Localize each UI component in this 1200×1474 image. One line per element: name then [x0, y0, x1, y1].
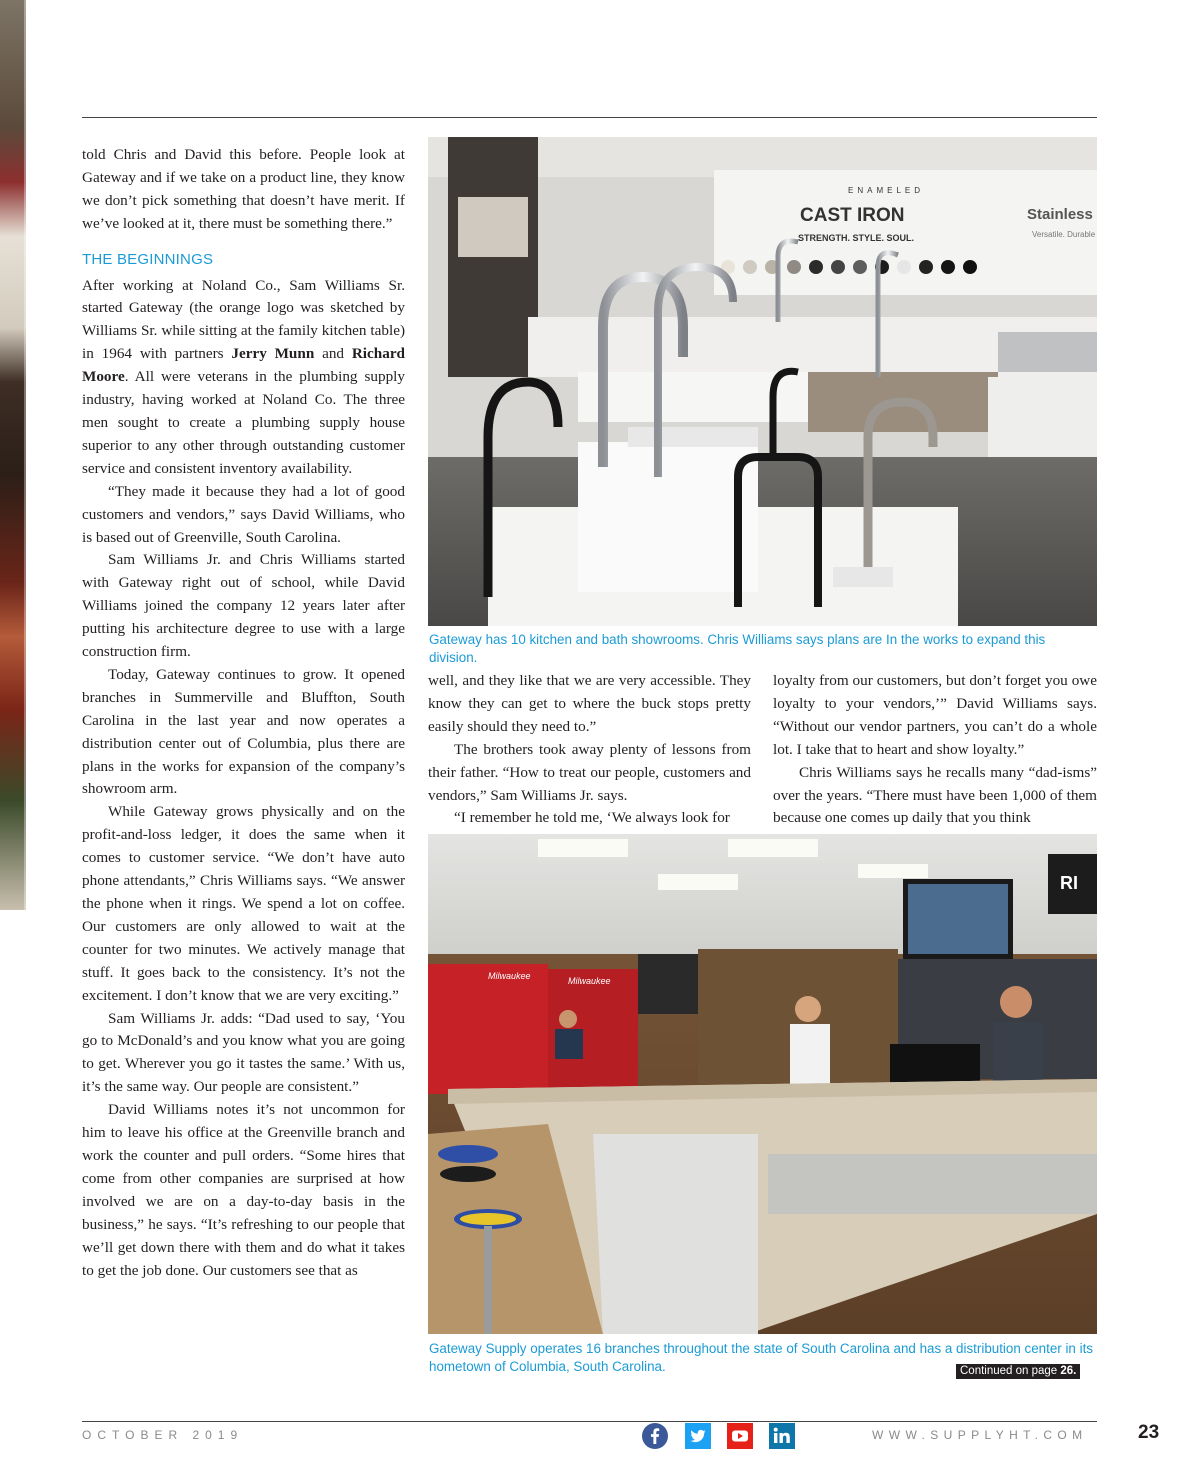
section-heading: THE BEGINNINGS	[82, 250, 214, 268]
paragraph: well, and they like that we are very accessible. They know they can get to where the buck stops pretty easily should they need to.”	[428, 672, 751, 735]
sign-tagline: STRENGTH. STYLE. SOUL.	[798, 233, 915, 243]
store-sign: RI	[1060, 873, 1078, 893]
twitter-icon[interactable]	[685, 1423, 711, 1449]
article-column-middle	[428, 670, 751, 830]
sign-stainless: Stainless	[1027, 206, 1093, 223]
bottom-rule	[82, 1421, 1097, 1422]
brand-sign: Milwaukee	[488, 971, 531, 981]
store-caption: Gateway Supply operates 16 branches throughout the state of South Carolina and has a distribution center in its hometown of Columbia, South Carolina.	[429, 1341, 1093, 1374]
store-counter-photo	[428, 834, 1097, 1334]
paragraph: Today, Gateway continues to grow. It opened branches in Summerville and Bluffton, South Carolina in the last year and now operates a distribution center out of Columbia, plus there are plans in the works for expansion of the company’s showroom arm.	[82, 665, 405, 798]
youtube-icon[interactable]	[727, 1423, 753, 1449]
sign-enameled: ENAMELED	[848, 186, 925, 195]
paragraph: Sam Williams Jr. and Chris Williams started with Gateway right out of school, while David Williams joined the company 12 years later after putting his architecture degree to use with a large construction firm.	[82, 551, 405, 661]
paragraph: After working at Noland Co., Sam Williams Sr. started Gateway (the orange logo was sketched by Williams Sr. while sitting at the family kitchen table) in 1964 with partners Jerry Munn and Richard Moore. All were veterans in the plumbing supply industry, having worked at Noland Co. The three men sought to create a plumbing supply house superior to any other through outstanding customer service and consistent inventory availability.	[82, 276, 405, 477]
issue-date: OCTOBER 2019	[82, 1428, 244, 1442]
person-name: Richard Moore	[82, 345, 405, 386]
linkedin-icon[interactable]	[769, 1423, 795, 1449]
sign-stainless-tagline: Versatile. Durable	[1032, 230, 1096, 239]
brand-sign: Milwaukee	[568, 976, 611, 986]
paragraph: Sam Williams Jr. adds: “Dad used to say, ‘You go to McDonald’s and you know what you are going to get. Wherever you go it tastes the same.’ With us, it’s the same way. Our people are consistent.”	[82, 1009, 405, 1096]
top-rule	[82, 117, 1097, 118]
paragraph: “I remember he told me, ‘We always look for	[454, 809, 730, 827]
paragraph: Chris Williams says he recalls many “dad-isms” over the years. “There must have been 1,000 of them because one comes up daily that you think	[773, 763, 1097, 827]
left-edge-photo	[0, 0, 26, 910]
paragraph: The brothers took away plenty of lessons from their father. “How to treat our people, customers and vendors,” Sam Williams Jr. says.	[428, 740, 751, 804]
page-number: 23	[1138, 1422, 1160, 1443]
showroom-photo	[428, 137, 1097, 626]
paragraph: “They made it because they had a lot of good customers and vendors,” says David Williams, who is based out of Greenville, South Carolina.	[82, 482, 405, 546]
paragraph: loyalty from our customers, but don’t forget you owe loyalty to your vendors,’” David Williams says. “Without our vendor partners, you can’t do a whole lot. I take that to heart and show loyalty.”	[773, 672, 1097, 758]
sign-cast-iron: CAST IRON	[800, 205, 905, 226]
paragraph: David Williams notes it’s not uncommon for him to leave his office at the Greenville branch and work the counter and pull orders. “Some hires that come from other companies are surprised at how involved we are on a day-to-day basis in the business,” he says. “It’s refreshing to our people that we’ll get down there with them and do what it takes to get the job done. Our customers see that as	[82, 1101, 405, 1279]
continued-badge: Continued on page 26.	[956, 1364, 1080, 1379]
article-column-right	[773, 670, 1097, 830]
showroom-caption: Gateway has 10 kitchen and bath showrooms. Chris Williams says plans are In the works to expand this division.	[429, 632, 1046, 665]
paragraph: told Chris and David this before. People look at Gateway and if we take on a product line, they know we don’t pick something that doesn’t have merit. If we’ve looked at it, there must be something there.”	[82, 146, 405, 232]
paragraph: While Gateway grows physically and on the profit-and-loss ledger, it does the same when it comes to customer service. “We don’t have auto phone attendants,” Chris Williams says. “We answer the phone when it rings. We spend a lot on coffee. Our customers are only allowed to wait at the counter for two minutes. We actively manage that stuff. It goes back to the consistency. It’s not the excitement. I don’t know that we are very exciting.”	[82, 803, 405, 1004]
facebook-icon[interactable]	[642, 1423, 668, 1449]
website-url[interactable]: WWW.SUPPLYHT.COM	[872, 1428, 1088, 1442]
article-column-left	[82, 144, 405, 1282]
person-name: Jerry Munn	[231, 345, 315, 363]
